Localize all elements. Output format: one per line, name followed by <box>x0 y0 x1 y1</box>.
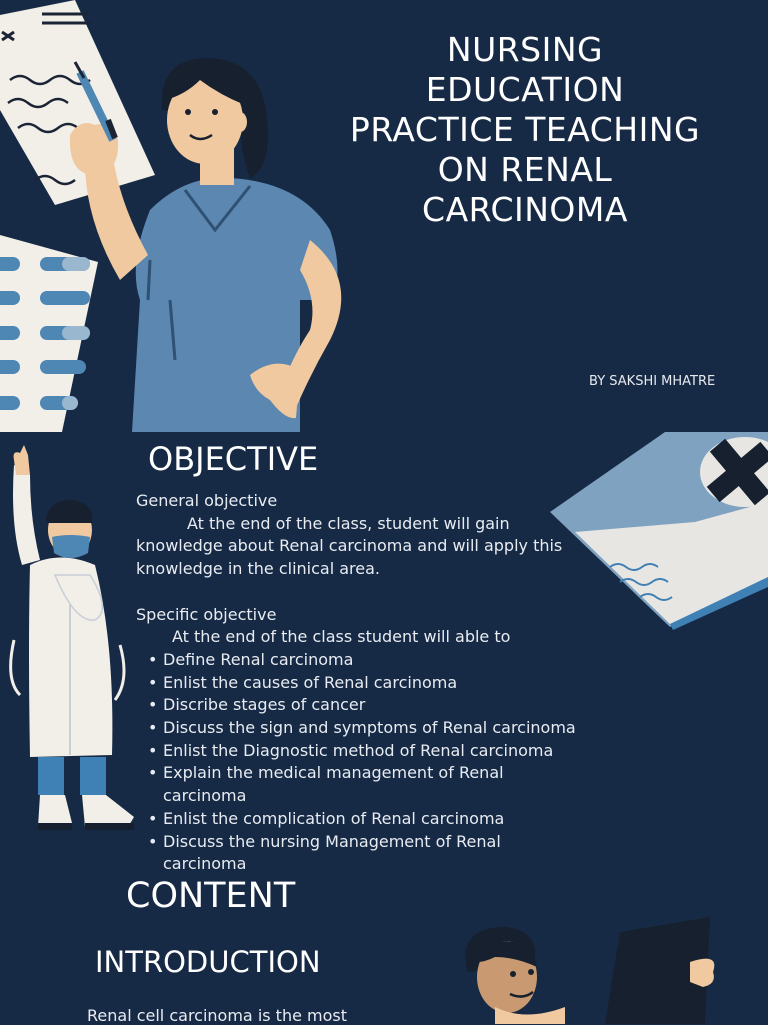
presentation-title <box>330 30 720 230</box>
title-line: NURSING <box>446 30 604 69</box>
pill-blister-icon <box>0 235 98 432</box>
introduction-text: Renal cell carcinoma is the most <box>87 1006 348 1025</box>
title-line: EDUCATION <box>425 70 625 109</box>
introduction-heading: INTRODUCTION <box>95 945 321 979</box>
content-heading: CONTENT <box>126 876 296 916</box>
doctor-illustration <box>0 445 140 835</box>
list-item: • Enlist the Diagnostic method of Renal carcinoma <box>136 740 586 763</box>
list-item: • Define Renal carcinoma <box>136 649 586 672</box>
specific-objective-list <box>136 649 586 874</box>
general-objective-text: At the end of the class, student will gain knowledge about Renal carcinoma and will apply this knowledge in the clinical area. <box>136 513 563 579</box>
specific-objective-intro: At the end of the class student will able to <box>172 627 511 647</box>
list-item: • Discuss the nursing Management of Renal carcinoma <box>136 831 586 876</box>
xray-doctor-illustration <box>455 912 725 1024</box>
specific-objective-label: Specific objective <box>136 604 277 624</box>
general-objective-label: General objective <box>136 491 278 510</box>
list-item: • Discribe stages of cancer <box>136 694 586 717</box>
objective-body <box>136 490 586 874</box>
list-item: • Enlist the causes of Renal carcinoma <box>136 672 586 695</box>
title-line: PRACTICE TEACHING <box>349 110 701 149</box>
document-paper-icon <box>0 0 155 205</box>
author-name: BY SAKSHI MHATRE <box>589 374 716 389</box>
list-item: • Discuss the sign and symptoms of Renal carcinoma <box>136 717 586 740</box>
list-item: • Enlist the complication of Renal carcinoma <box>136 808 586 831</box>
objective-heading: OBJECTIVE <box>148 440 319 478</box>
nurse-illustration <box>0 0 360 432</box>
list-item: • Explain the medical management of Renal carcinoma <box>136 762 586 807</box>
title-line: CARCINOMA <box>422 190 628 229</box>
title-line: ON RENAL <box>437 150 613 189</box>
